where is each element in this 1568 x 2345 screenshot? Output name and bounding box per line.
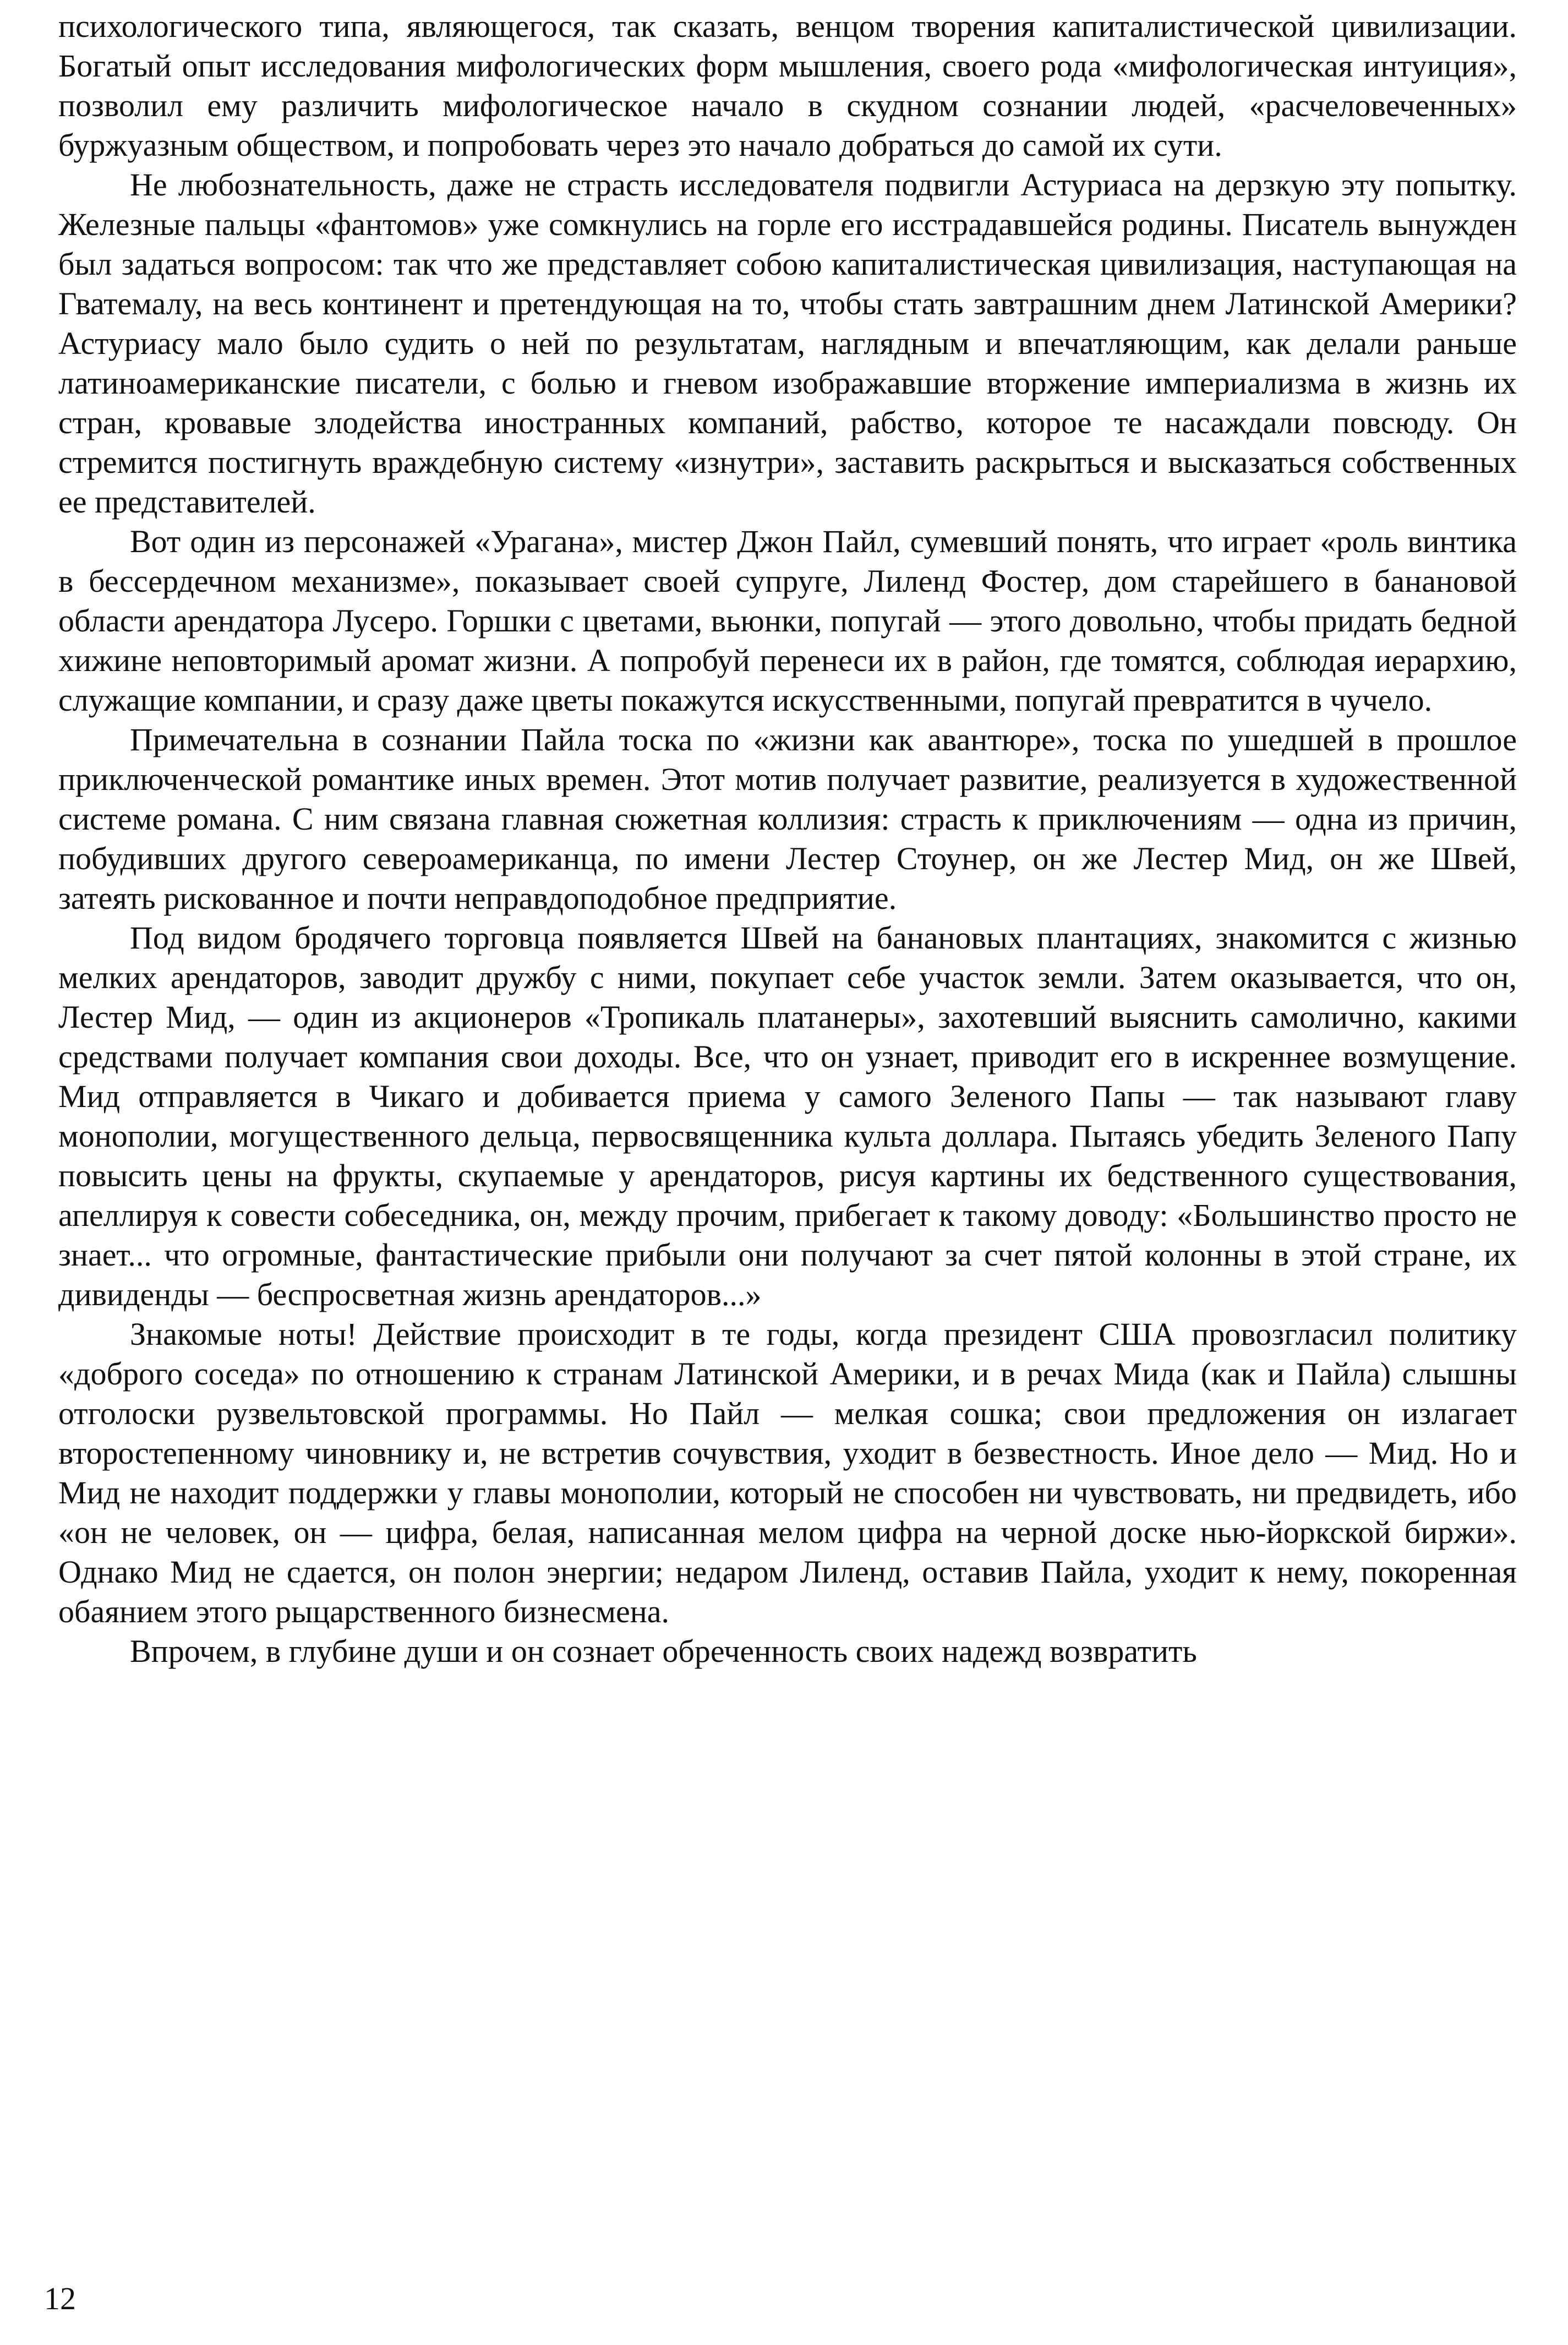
paragraph: Не любознательность, даже не страсть исследователя подвигли Астуриаса на дерзкую эту попытку. Железные пальцы «фантомов» уже сомкнулись на горле его исстрадавшейся родины. Писатель вынужден был задаться вопросом: так что же представляет собою капиталистическая цивилизация, наступающая на Гватемалу, на весь континент и претендующая на то, чтобы стать завтрашним днем Латинской Америки? Астуриасу мало было судить о ней по результатам, наглядным и впечатляющим, как делали раньше латиноамериканские писатели, с болью и гневом изображавшие вторжение империализма в жизнь их стран, кровавые злодейства иностранных компаний, рабство, которое те насаждали повсюду. Он стремится постигнуть враждебную систему «изнутри», заставить раскрыться и высказаться собственных ее представителей. <box>58 167 1517 520</box>
body-text <box>58 7 1517 1671</box>
paragraph: Знакомые ноты! Действие происходит в те годы, когда президент США провозгласил политику «доброго соседа» по отношению к странам Латинской Америки, и в речах Мида (как и Пайла) слышны отголоски рузвельтовской программы. Но Пайл — мелкая сошка; свои предложения он излагает второстепенному чиновнику и, не встретив сочувствия, уходит в безвестность. Иное дело — Мид. Но и Мид не находит поддержки у главы монополии, который не способен ни чувствовать, ни предвидеть, ибо «он не человек, он — цифра, белая, написанная мелом цифра на черной доске нью-йоркской биржи». Однако Мид не сдается, он полон энергии; недаром Лиленд, оставив Пайла, уходит к нему, покоренная обаянием этого рыцарственного бизнесмена. <box>58 1316 1517 1629</box>
paragraph: Под видом бродячего торговца появляется Швей на банановых плантациях, знакомится с жизнью мелких арендаторов, заводит дружбу с ними, покупает себе участок земли. Затем оказывается, что он, Лестер Мид, — один из акционеров «Тропикаль платанеры», захотевший выяснить самолично, какими средствами получает компания свои доходы. Все, что он узнает, приводит его в искреннее возмущение. Мид отправляется в Чикаго и добивается приема у самого Зеленого Папы — так называют главу монополии, могущественного дельца, первосвященника культа доллара. Пытаясь убедить Зеленого Папу повысить цены на фрукты, скупаемые у арендаторов, рисуя картины их бедственного существования, апеллируя к совести собеседника, он, между прочим, прибегает к такому доводу: «Большинство просто не знает... что огромные, фантастические прибыли они получают за счет пятой колонны в этой стране, их дивиденды — беспросветная жизнь арендаторов...» <box>58 920 1517 1312</box>
paragraph: Впрочем, в глубине души и он сознает обреченность своих надежд возвратить <box>130 1633 1197 1669</box>
paragraph: Примечательна в сознании Пайла тоска по «жизни как авантюре», тоска по ушедшей в прошлое приключенческой романтике иных времен. Этот мотив получает развитие, реализуется в художественной системе романа. С ним связана главная сюжетная коллизия: страсть к приключениям — одна из причин, побудивших другого североамериканца, по имени Лестер Стоунер, он же Лестер Мид, он же Швей, затеять рискованное и почти неправдоподобное предприятие. <box>58 722 1517 916</box>
paragraph: психологического типа, являющегося, так сказать, венцом творения капиталистической цивилизации. Богатый опыт исследования мифологических форм мышления, своего рода «мифологическая интуиция», позволил ему различить мифологическое начало в скудном сознании людей, «расчеловеченных» буржуазным обществом, и попробовать через это начало добраться до самой их сути. <box>58 8 1517 163</box>
page-number: 12 <box>44 2281 76 2316</box>
paragraph: Вот один из персонажей «Урагана», мистер Джон Пайл, сумевший понять, что играет «роль винтика в бессердечном механизме», показывает своей супруге, Лиленд Фостер, дом старейшего в банановой области арендатора Лусеро. Горшки с цветами, вьюнки, попугай — этого довольно, чтобы придать бедной хижине неповторимый аромат жизни. А попробуй перенеси их в район, где томятся, соблюдая иерархию, служащие компании, и сразу даже цветы покажутся искусственными, попугай превратится в чучело. <box>58 523 1517 718</box>
